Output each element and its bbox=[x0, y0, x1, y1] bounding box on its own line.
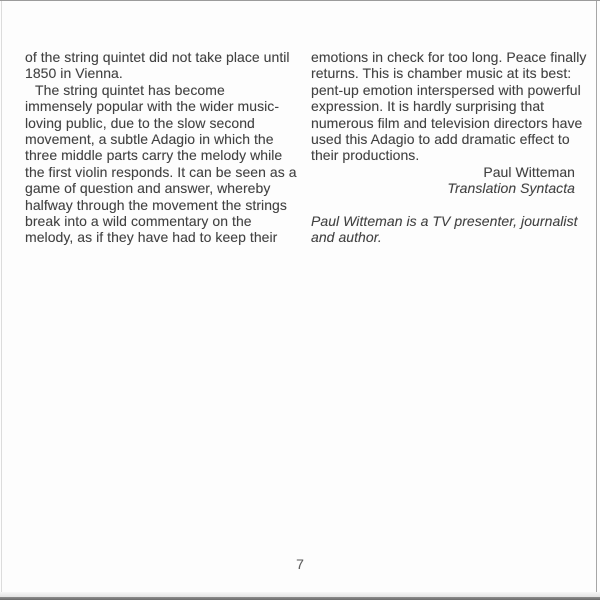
bio-line: Paul Witteman is a TV presenter, journalist bbox=[311, 213, 578, 230]
text-line: halfway through the movement the strings bbox=[25, 196, 287, 213]
text-line: melody, as if they have had to keep their bbox=[25, 229, 278, 246]
text-line: immensely popular with the wider music- bbox=[25, 98, 280, 115]
text-line: expression. It is hardly surprising that bbox=[311, 98, 545, 115]
text-line: emotions in check for too long. Peace finally bbox=[311, 49, 587, 65]
text-line: loving public, due to the slow second bbox=[25, 114, 255, 131]
text-line: numerous film and television directors have bbox=[311, 114, 583, 131]
page-number: 7 bbox=[296, 556, 304, 572]
text-line: used this Adagio to add dramatic effect to bbox=[311, 131, 570, 148]
text-line: game of question and answer, whereby bbox=[25, 180, 271, 197]
left-text-column bbox=[25, 49, 297, 246]
text-line: of the string quintet did not take place until bbox=[25, 49, 290, 65]
text-line: returns. This is chamber music at its best: bbox=[311, 65, 572, 82]
text-line: pent-up emotion interspersed with powerful bbox=[311, 81, 581, 98]
scan-edge-top bbox=[0, 0, 600, 1]
text-line: movement, a subtle Adagio in which the bbox=[25, 131, 274, 148]
text-line: The string quintet has become bbox=[35, 81, 225, 98]
text-line: three middle parts carry the melody while bbox=[25, 147, 283, 164]
right-text-column bbox=[311, 49, 587, 246]
byline: Paul Witteman bbox=[483, 163, 575, 180]
text-line: their productions. bbox=[311, 147, 420, 164]
text-line: the first violin responds. It can be seen as a bbox=[25, 163, 297, 180]
text-line: 1850 in Vienna. bbox=[25, 65, 123, 82]
bio-line: and author. bbox=[311, 229, 382, 246]
translation-credit: Translation Syntacta bbox=[447, 180, 575, 197]
scan-edge-right bbox=[596, 1, 597, 592]
scan-edge-left bbox=[1, 1, 2, 592]
text-line: break into a wild commentary on the bbox=[25, 213, 252, 230]
